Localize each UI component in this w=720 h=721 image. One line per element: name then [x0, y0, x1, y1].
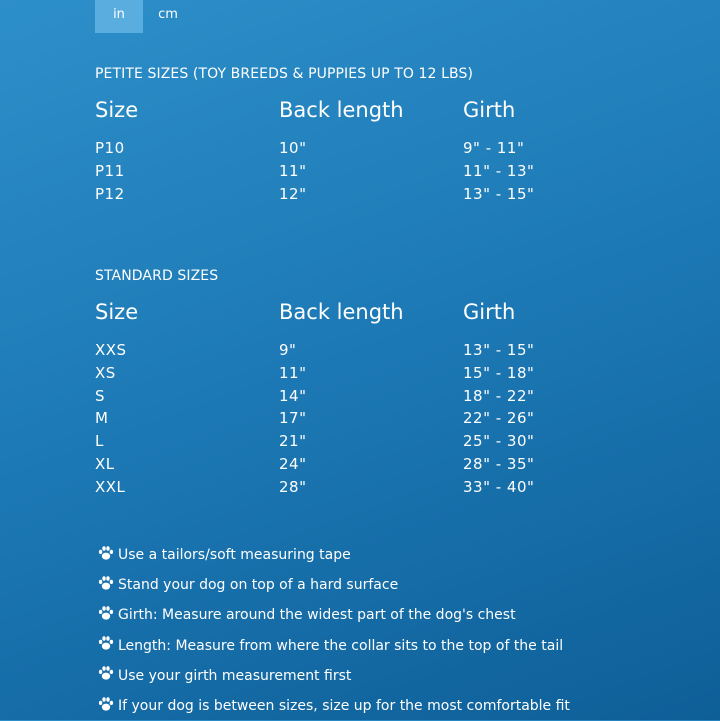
table-row — [95, 453, 655, 476]
paw-icon — [97, 574, 115, 592]
tip-text: Girth: Measure around the widest part of the dog's chest — [118, 607, 516, 624]
back-length-cell: 21" — [279, 432, 307, 451]
table-row — [95, 137, 655, 160]
table-header-row — [95, 95, 655, 125]
table-row — [95, 407, 655, 430]
tip-text: Use a tailors/soft measuring tape — [118, 547, 351, 564]
size-cell: L — [95, 432, 104, 451]
petite-sizes-section — [95, 66, 655, 205]
girth-cell: 25" - 30" — [463, 432, 535, 451]
size-cell: XXL — [95, 477, 126, 496]
girth-cell: 11" - 13" — [463, 161, 535, 180]
table-row — [95, 430, 655, 453]
table-row — [95, 183, 655, 206]
header-girth: Girth — [463, 98, 516, 122]
table-row — [95, 160, 655, 183]
back-length-cell: 28" — [279, 477, 307, 496]
table-row — [95, 362, 655, 385]
unit-inches-button[interactable]: in — [95, 0, 143, 33]
header-back-length: Back length — [279, 300, 404, 324]
unit-cm-button[interactable]: cm — [158, 7, 178, 22]
girth-cell: 15" - 18" — [463, 363, 535, 382]
size-cell: P10 — [95, 139, 125, 157]
back-length-cell: 10" — [279, 139, 307, 157]
size-cell: XS — [95, 363, 116, 382]
paw-icon — [97, 634, 115, 652]
back-length-cell: 17" — [279, 409, 307, 428]
tip-item — [97, 600, 697, 630]
unit-toggle — [95, 0, 193, 33]
back-length-cell: 14" — [279, 386, 307, 405]
girth-cell: 9" - 11" — [463, 139, 525, 157]
header-girth: Girth — [463, 300, 516, 324]
header-size: Size — [95, 300, 139, 324]
standard-sizes-section — [95, 268, 655, 499]
standard-sizes-title: STANDARD SIZES — [95, 268, 219, 284]
size-cell: S — [95, 386, 106, 405]
paw-icon — [97, 544, 115, 562]
table-row — [95, 339, 655, 362]
back-length-cell: 11" — [279, 161, 307, 180]
tip-item — [97, 540, 697, 570]
girth-cell: 13" - 15" — [463, 341, 535, 359]
tip-item — [97, 691, 697, 721]
back-length-cell: 11" — [279, 363, 307, 382]
tip-text: Length: Measure from where the collar sits to the top of the tail — [118, 637, 564, 654]
paw-icon — [97, 695, 115, 713]
header-size: Size — [95, 98, 139, 122]
tip-item — [97, 570, 697, 600]
measuring-tips-list — [97, 540, 697, 721]
petite-sizes-title: PETITE SIZES (TOY BREEDS & PUPPIES UP TO 12 LBS) — [95, 66, 474, 82]
size-cell: XXS — [95, 341, 127, 359]
table-row — [95, 385, 655, 408]
paw-icon — [97, 664, 115, 682]
girth-cell: 33" - 40" — [463, 477, 535, 496]
size-cell: P11 — [95, 161, 125, 180]
tip-text: If your dog is between sizes, size up for the most comfortable fit — [118, 698, 570, 715]
table-row — [95, 476, 655, 499]
tip-text: Use your girth measurement first — [118, 667, 352, 684]
girth-cell: 18" - 22" — [463, 386, 535, 405]
tip-item — [97, 661, 697, 691]
tip-item — [97, 631, 697, 661]
size-cell: M — [95, 409, 109, 428]
size-cell: P12 — [95, 184, 125, 203]
back-length-cell: 12" — [279, 184, 307, 203]
paw-icon — [97, 604, 115, 622]
back-length-cell: 24" — [279, 454, 307, 473]
header-back-length: Back length — [279, 98, 404, 122]
back-length-cell: 9" — [279, 341, 297, 359]
girth-cell: 28" - 35" — [463, 454, 535, 473]
girth-cell: 22" - 26" — [463, 409, 535, 428]
size-cell: XL — [95, 454, 115, 473]
table-header-row — [95, 297, 655, 327]
girth-cell: 13" - 15" — [463, 184, 535, 203]
tip-text: Stand your dog on top of a hard surface — [118, 577, 399, 594]
